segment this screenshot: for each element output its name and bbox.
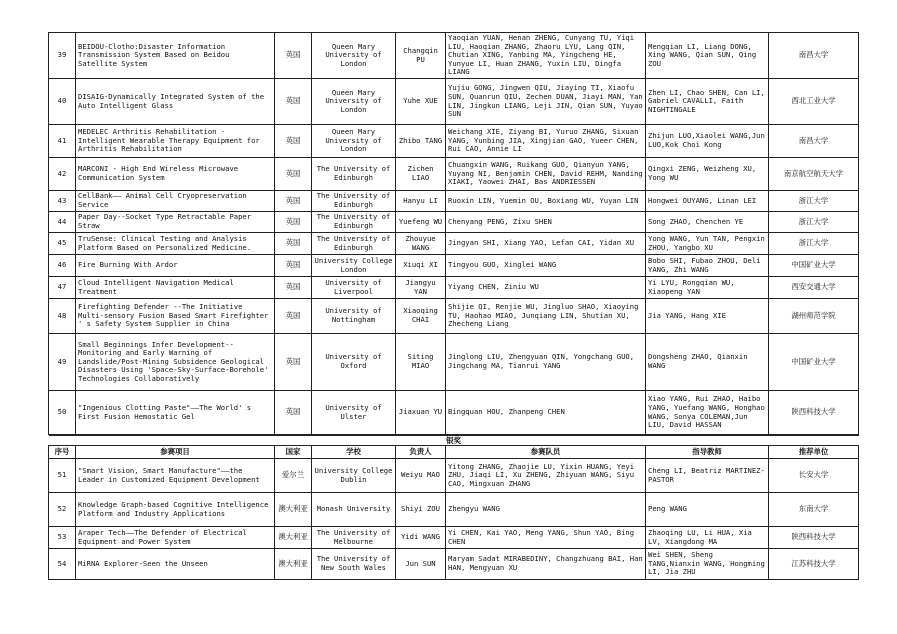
cell-school: The University of New South Wales xyxy=(312,549,396,580)
section-title-silver: 银奖 xyxy=(49,436,859,446)
cell-advisors: Song ZHAO, Chenchen YE xyxy=(646,212,769,233)
table-row xyxy=(49,212,859,233)
cell-country: 英国 xyxy=(275,277,312,299)
table-row xyxy=(49,391,859,435)
cell-school: University of Nottingham xyxy=(312,299,396,334)
cell-no: 50 xyxy=(49,391,76,435)
cell-school: The University of Edinburgh xyxy=(312,212,396,233)
cell-country: 英国 xyxy=(275,299,312,334)
cell-leader: Xiuqi XI xyxy=(396,255,446,277)
header-unit: 推荐单位 xyxy=(769,446,859,459)
cell-leader: Xiaoqing CHAI xyxy=(396,299,446,334)
cell-project: MEDELEC Arthritis Rehabilitation - Intelligent Wearable Therapy Equipment for Arthritis Rehabilitation xyxy=(76,125,275,158)
cell-advisors: Peng WANG xyxy=(646,493,769,527)
table-row xyxy=(49,255,859,277)
cell-unit: 湖州师范学院 xyxy=(769,299,859,334)
cell-unit: 南昌大学 xyxy=(769,33,859,79)
cell-no: 48 xyxy=(49,299,76,334)
table-row xyxy=(49,549,859,580)
table-header-row xyxy=(49,446,859,459)
cell-school: Queen Mary University of London xyxy=(312,33,396,79)
cell-country: 英国 xyxy=(275,212,312,233)
cell-unit: 南京航空航天大学 xyxy=(769,158,859,191)
cell-no: 39 xyxy=(49,33,76,79)
cell-project: DISAIG-Dynamically Integrated System of the Auto Intelligent Glass xyxy=(76,79,275,125)
cell-project: Knowledge Graph-based Cognitive Intelligence Platform and Industry Applications xyxy=(76,493,275,527)
cell-leader: Yuhe XUE xyxy=(396,79,446,125)
cell-members: Chenyang PENG, Zixu SHEN xyxy=(446,212,646,233)
cell-advisors: Zhen LI, Chao SHEN, Can LI, Gabriel CAVALLI, Faith NIGHTINGALE xyxy=(646,79,769,125)
cell-school: The University of Edinburgh xyxy=(312,233,396,255)
cell-leader: Jiaxuan YU xyxy=(396,391,446,435)
cell-leader: Changqin PU xyxy=(396,33,446,79)
header-members: 参赛队员 xyxy=(446,446,646,459)
cell-project: Fire Burning With Ardor xyxy=(76,255,275,277)
cell-country: 爱尔兰 xyxy=(275,459,312,493)
cell-advisors: Yong WANG, Yun TAN, Pengxin ZHOU, Yangbo XU xyxy=(646,233,769,255)
cell-unit: 浙江大学 xyxy=(769,191,859,212)
cell-no: 49 xyxy=(49,334,76,391)
cell-members: Maryam Sadat MIRABEDINY, Changzhuang BAI, Han HAN, Mengyuan XU xyxy=(446,549,646,580)
cell-members: Zhengyu WANG xyxy=(446,493,646,527)
table-row xyxy=(49,191,859,212)
cell-project: TruSense: Clinical Testing and Analysis Platform Based on Personalized Medicine. xyxy=(76,233,275,255)
cell-advisors: Wei SHEN, Sheng TANG,Nianxin WANG, Hongming LI, Jia ZHU xyxy=(646,549,769,580)
cell-leader: Shiyi ZOU xyxy=(396,493,446,527)
cell-leader: Yuefeng WU xyxy=(396,212,446,233)
cell-country: 英国 xyxy=(275,79,312,125)
cell-advisors: Zhijun LUO,Xiaolei WANG,Jun LUO,Kok Choi Kong xyxy=(646,125,769,158)
header-leader: 负责人 xyxy=(396,446,446,459)
header-school: 学校 xyxy=(312,446,396,459)
cell-members: Yaoqian YUAN, Henan ZHENG, Cunyang TU, Yiqi LIU, Haoqian ZHANG, Zhaoru LYU, Lang QIN, Chutian XING, Yanbing MA, Yingcheng HE, Yunyue LI, Huan ZHANG, Yuxin LIU, Dingfa LIANG xyxy=(446,33,646,79)
cell-no: 51 xyxy=(49,459,76,493)
cell-country: 澳大利亚 xyxy=(275,549,312,580)
award-list-page xyxy=(48,32,858,580)
cell-leader: Hanyu LI xyxy=(396,191,446,212)
cell-no: 52 xyxy=(49,493,76,527)
cell-country: 英国 xyxy=(275,391,312,435)
cell-country: 英国 xyxy=(275,255,312,277)
cell-members: Weichang XIE, Ziyang BI, Yuruo ZHANG, Sixuan YANG, Yunbing JIA, Xingjian GAO, Yueer CHEN, Rui CAO, Annie LI xyxy=(446,125,646,158)
cell-leader: Siting MIAO xyxy=(396,334,446,391)
cell-no: 46 xyxy=(49,255,76,277)
cell-leader: Zhouyue WANG xyxy=(396,233,446,255)
cell-project: Araper Tech——The Defender of Electrical Equipment and Power System xyxy=(76,527,275,549)
cell-advisors: Dongsheng ZHAO, Qianxin WANG xyxy=(646,334,769,391)
cell-members: Yitong ZHANG, Zhaojie LU, Yixin HUANG, Yeyi ZHU, Jiaqi LI, Xu ZHENG, Zhiyuan WANG, Siyu CAO, Mingxuan ZHANG xyxy=(446,459,646,493)
cell-school: The University of Melbourne xyxy=(312,527,396,549)
cell-no: 42 xyxy=(49,158,76,191)
cell-advisors: Hongwei OUYANG, Linan LEI xyxy=(646,191,769,212)
cell-unit: 浙江大学 xyxy=(769,212,859,233)
cell-unit: 东南大学 xyxy=(769,493,859,527)
cell-country: 澳大利亚 xyxy=(275,527,312,549)
cell-school: University College Dublin xyxy=(312,459,396,493)
table-row xyxy=(49,158,859,191)
cell-members: Jingyan SHI, Xiang YAO, Lefan CAI, Yidan XU xyxy=(446,233,646,255)
table-row xyxy=(49,79,859,125)
table-row xyxy=(49,527,859,549)
cell-project: "Ingenious Clotting Paste"——The World' s First Fusion Hemostatic Gel xyxy=(76,391,275,435)
cell-country: 英国 xyxy=(275,233,312,255)
cell-project: MARCONI - High End Wireless Microwave Communication System xyxy=(76,158,275,191)
cell-country: 澳大利亚 xyxy=(275,493,312,527)
cell-school: University College London xyxy=(312,255,396,277)
cell-no: 54 xyxy=(49,549,76,580)
cell-members: Yiyang CHEN, Ziniu WU xyxy=(446,277,646,299)
cell-project: "Smart Vision, Smart Manufacture"——the Leader in Customized Equipment Development xyxy=(76,459,275,493)
cell-leader: Jiangyu YAN xyxy=(396,277,446,299)
cell-project: MiRNA Explorer-Seen the Unseen xyxy=(76,549,275,580)
cell-school: The University of Edinburgh xyxy=(312,158,396,191)
cell-unit: 浙江大学 xyxy=(769,233,859,255)
cell-school: University of Liverpool xyxy=(312,277,396,299)
table-row xyxy=(49,299,859,334)
table-row xyxy=(49,459,859,493)
cell-country: 英国 xyxy=(275,125,312,158)
cell-school: The University of Edinburgh xyxy=(312,191,396,212)
cell-country: 英国 xyxy=(275,158,312,191)
cell-country: 英国 xyxy=(275,33,312,79)
cell-country: 英国 xyxy=(275,191,312,212)
cell-advisors: Qingxi ZENG, Weizheng XU, Yong WU xyxy=(646,158,769,191)
header-advisors: 指导教师 xyxy=(646,446,769,459)
cell-members: Jinglong LIU, Zhengyuan QIN, Yongchang GUO, Jingchang MA, Tianrui YANG xyxy=(446,334,646,391)
cell-school: Queen Mary University of London xyxy=(312,79,396,125)
cell-members: Chuangxin WANG, Ruikang GUO, Qianyun YANG, Yuyang NI, Benjamin CHEN, David REHM, Nanding XIAKI, Yaowei ZHAI, Bas ANDRIESSEN xyxy=(446,158,646,191)
table-row xyxy=(49,33,859,79)
cell-unit: 西北工业大学 xyxy=(769,79,859,125)
table-row xyxy=(49,493,859,527)
table-row xyxy=(49,277,859,299)
cell-advisors: Zhaoqing LU, Li HUA, Xia LV, Xiangdong MA xyxy=(646,527,769,549)
cell-advisors: Cheng LI, Beatriz MARTINEZ-PASTOR xyxy=(646,459,769,493)
cell-no: 45 xyxy=(49,233,76,255)
cell-school: University of Oxford xyxy=(312,334,396,391)
cell-unit: 陕西科技大学 xyxy=(769,527,859,549)
header-no: 序号 xyxy=(49,446,76,459)
cell-school: Monash University xyxy=(312,493,396,527)
cell-no: 43 xyxy=(49,191,76,212)
cell-project: Cloud Intelligent Navigation Medical Treatment xyxy=(76,277,275,299)
cell-unit: 长安大学 xyxy=(769,459,859,493)
cell-project: Small Beginnings Infer Development-- Monitoring and Early Warning of Landslide/Post-Mining Subsidence Geological Disasters Using 'Space-Sky-Surface-Borehole' Technologies Collaboratively xyxy=(76,334,275,391)
cell-members: Yi CHEN, Kai YAO, Meng YANG, Shun YAO, Bing CHEN xyxy=(446,527,646,549)
header-country: 国家 xyxy=(275,446,312,459)
cell-no: 47 xyxy=(49,277,76,299)
cell-members: Shijie QI, Renjie WU, Jingluo SHAO, Xiaoying TU, Haohao MIAO, Junqiang LIN, Shutian XU, Zhecheng Liang xyxy=(446,299,646,334)
table-row xyxy=(49,125,859,158)
cell-members: Tingyou GUO, Xinglei WANG xyxy=(446,255,646,277)
cell-advisors: Mengqian LI, Liang DONG, Xing WANG, Qian SUN, Qing ZOU xyxy=(646,33,769,79)
cell-members: Ruoxin LIN, Yuemin OU, Boxiang WU, Yuyan LIN xyxy=(446,191,646,212)
cell-leader: Weiyu MAO xyxy=(396,459,446,493)
cell-leader: Yidi WANG xyxy=(396,527,446,549)
cell-no: 44 xyxy=(49,212,76,233)
cell-advisors: Xiao YANG, Rui ZHAO, Haibo YANG, Yuefang WANG, Honghao WANG, Sonya COLEMAN,Jun LIU, David HASSAN xyxy=(646,391,769,435)
cell-unit: 西安交通大学 xyxy=(769,277,859,299)
cell-project: Paper Day--Socket Type Retractable Paper Straw xyxy=(76,212,275,233)
cell-advisors: Jia YANG, Hang XIE xyxy=(646,299,769,334)
cell-no: 53 xyxy=(49,527,76,549)
cell-country: 英国 xyxy=(275,334,312,391)
cell-leader: Zhibo TANG xyxy=(396,125,446,158)
cell-leader: Jun SUN xyxy=(396,549,446,580)
cell-project: Firefighting Defender --The Initiative Multi-sensory Fusion Based Smart Firefighter ' s Safety System Supplier in China xyxy=(76,299,275,334)
cell-project: CellBank—— Animal Cell Cryopreservation Service xyxy=(76,191,275,212)
cell-school: University of Ulster xyxy=(312,391,396,435)
cell-members: Yujiu GONG, Jingwen QIU, Jiaying TI, Xiaofu SUN, Quanrun QIU, Zechen DUAN, Jiayi MAN, Yan LIN, Jingkun LIANG, Leji JIN, Qian SUN, Yuyao SUN xyxy=(446,79,646,125)
award-table-silver xyxy=(48,435,859,580)
cell-no: 40 xyxy=(49,79,76,125)
cell-members: Bingquan HOU, Zhanpeng CHEN xyxy=(446,391,646,435)
header-project: 参赛项目 xyxy=(76,446,275,459)
table-row xyxy=(49,233,859,255)
cell-unit: 中国矿业大学 xyxy=(769,255,859,277)
table-row xyxy=(49,334,859,391)
cell-school: Queen Mary University of London xyxy=(312,125,396,158)
cell-leader: Zichen LIAO xyxy=(396,158,446,191)
cell-unit: 中国矿业大学 xyxy=(769,334,859,391)
cell-no: 41 xyxy=(49,125,76,158)
cell-project: BEIDOU-Clotho:Disaster Information Transmission System Based on Beidou Satellite System xyxy=(76,33,275,79)
cell-unit: 南昌大学 xyxy=(769,125,859,158)
cell-advisors: Bobo SHI, Fubao ZHOU, Deli YANG, Zhi WANG xyxy=(646,255,769,277)
cell-advisors: Yi LYU, Rongqian WU, Xiaopeng YAN xyxy=(646,277,769,299)
cell-unit: 陕西科技大学 xyxy=(769,391,859,435)
cell-unit: 江苏科技大学 xyxy=(769,549,859,580)
award-table-gold xyxy=(48,32,859,435)
